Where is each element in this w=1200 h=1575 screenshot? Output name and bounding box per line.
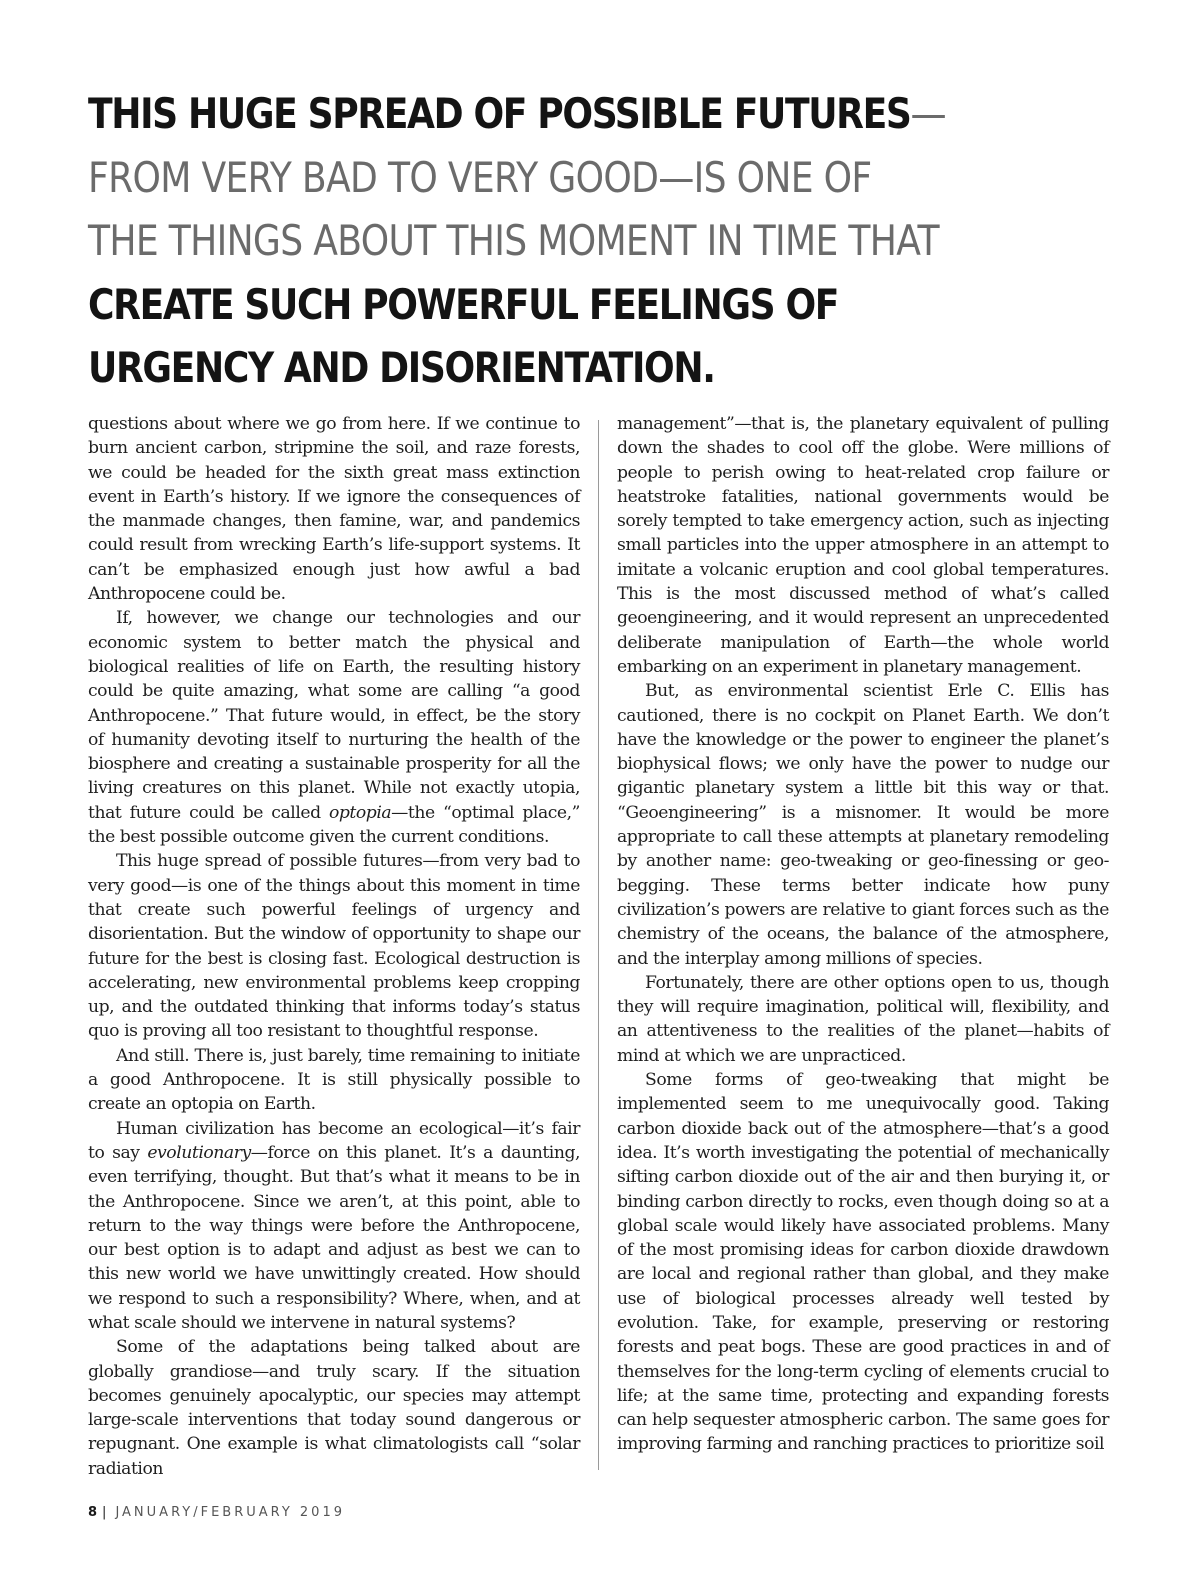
- paragraph: But, as environmental scientist Erle C. Ellis has cautioned, there is no cockpit on Planet Earth. We don’t have the knowledge or the power to engineer the planet’s biophysical flows; we only have the power to nudge our gigantic planetary system a little bit this way or that. “Geoengineering” is a misnomer. It would be more appropriate to call these attempts at planetary remodeling by another name: geo-tweaking or geo-finessing or geo-begging. These terms better indicate how puny civilization’s powers are relative to giant forces such as the chemistry of the oceans, the balance of the atmosphere, and the interplay among millions of species.: [617, 681, 1109, 969]
- paragraph: management”—that is, the planetary equivalent of pulling down the shades to cool off the globe. Were millions of people to perish owing to heat-related crop failure or heatstroke fatalities, national governments would be sorely tempted to take emergency action, such as injecting small particles into the upper atmosphere in an attempt to imitate a volcanic eruption and cool global temperatures. This is the most discussed method of what’s called geoengineering, and it would represent an unprecedented deliberate manipulation of Earth—the whole world embarking on an experiment in planetary management.: [617, 414, 1109, 677]
- paragraph-text: —force on this planet. It’s a daunting, even terrifying, thought. But that’s what it means to be in the Anthropocene. Since we aren’t, at this point, able to return to the way things were before the Anthropocene, our best option is to adapt and adjust as best we can to this new world we have unwittingly created. How should we respond to such a responsibility? Where, when, and at what scale should we intervene in natural systems?: [88, 1142, 581, 1333]
- paragraph-text: —the “optimal place,” the best possible outcome given the current conditions.: [88, 802, 580, 848]
- issue-date: JANUARY/FEBRUARY 2019: [115, 1505, 345, 1520]
- italic-term: optopia: [328, 802, 392, 823]
- article-column-left: [88, 412, 580, 1481]
- paragraph: And still. There is, just barely, time remaining to initiate a good Anthropocene. It is still physically possible to create an optopia on Earth.: [88, 1045, 580, 1115]
- pull-quote-light-middle: —FROM VERY BAD TO VERY GOOD—IS ONE OF THE THINGS ABOUT THIS MOMENT IN TIME THAT: [88, 89, 946, 265]
- footer-separator: |: [102, 1505, 110, 1520]
- paragraph: Some forms of geo-tweaking that might be implemented seem to me unequivocally good. Taking carbon dioxide back out of the atmosphere—that’s a good idea. It’s worth investigating the potential of mechanically sifting carbon dioxide out of the air and then burying it, or binding carbon directly to rocks, even though doing so at a global scale would likely have associated problems. Many of the most promising ideas for carbon dioxide drawdown are local and regional rather than global, and they make use of biological processes already well tested by evolution. Take, for example, preserving or restoring forests and peat bogs. These are good practices in and of themselves for the long-term cycling of elements crucial to life; at the same time, protecting and expanding forests can help sequester atmospheric carbon. The same goes for improving farming and ranching practices to prioritize soil: [617, 1070, 1109, 1455]
- paragraph-text: Human civilization has become an ecological—it’s fair to say: [88, 1118, 580, 1163]
- paragraph: [88, 1117, 580, 1336]
- paragraph: questions about where we go from here. If we continue to burn ancient carbon, stripmine the soil, and raze forests, we could be headed for the sixth great mass extinction event in Earth’s history. If we ignore the consequences of the manmade changes, then famine, war, and pandemics could result from wrecking Earth’s life-support systems. It can’t be emphasized enough just how awful a bad Anthropocene could be.: [88, 414, 580, 605]
- paragraph: This huge spread of possible futures—from very bad to very good—is one of the things about this moment in time that create such powerful feelings of urgency and disorientation. But the window of opportunity to shape our future for the best is closing fast. Ecological destruction is accelerating, new environmental problems keep cropping up, and the outdated thinking that informs today’s status quo is proving all too resistant to thoughtful response.: [88, 851, 580, 1042]
- pull-quote-bold-end: CREATE SUCH POWERFUL FEELINGS OF URGENCY AND DISORIENTATION.: [88, 279, 839, 392]
- paragraph: [88, 606, 580, 849]
- paragraph-text: If, however, we change our technologies and our economic system to better match the physical and biological realities of life on Earth, the resulting history could be quite amazing, what some are calling “a good Anthropocene.” That future would, in effect, be the story of humanity devoting itself to nurturing the health of the biosphere and creating a sustainable prosperity for all the living creatures on this planet. While not exactly utopia, that future could be called: [88, 608, 580, 823]
- column-divider: [598, 420, 599, 1470]
- page-number: 8: [88, 1505, 99, 1520]
- italic-term: evolutionary: [147, 1142, 251, 1163]
- page-footer: [88, 1505, 345, 1520]
- paragraph: Some of the adaptations being talked about are globally grandiose—and truly scary. If the situation becomes genuinely apocalyptic, our species may attempt large-scale interventions that today sound dangerous or repugnant. One example is what climatologists call “solar radiation: [88, 1337, 580, 1479]
- pull-quote-bold-lead: THIS HUGE SPREAD OF POSSIBLE FUTURES: [88, 89, 911, 138]
- pull-quote: [88, 82, 948, 400]
- article-column-right: [617, 412, 1109, 1457]
- paragraph: Fortunately, there are other options open to us, though they will require imagination, political will, flexibility, and an attentiveness to the realities of the planet—habits of mind at which we are unpracticed.: [617, 972, 1109, 1066]
